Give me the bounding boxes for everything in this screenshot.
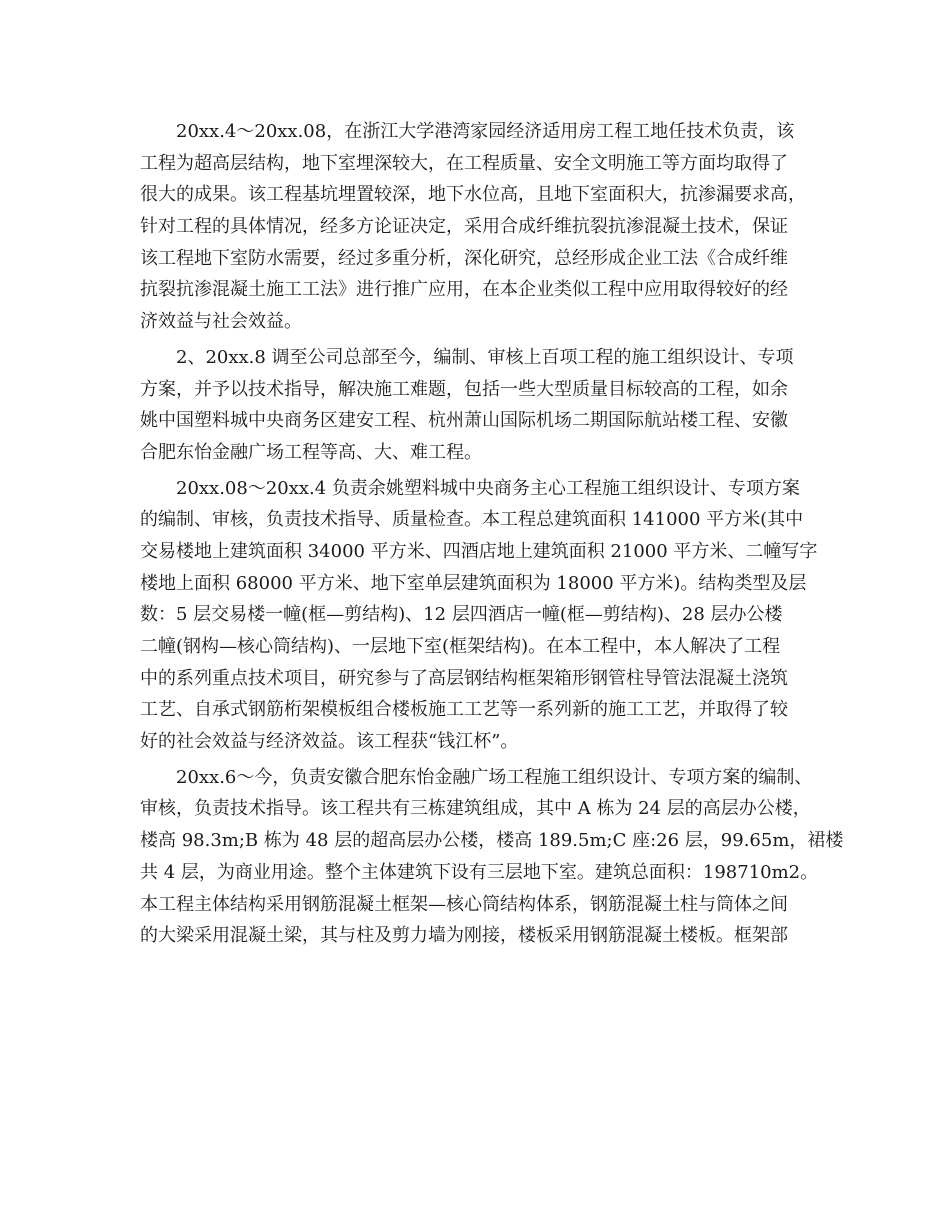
paragraph-4 (140, 762, 844, 952)
text-line: 数：5 层交易楼一幢(框—剪结构)、12 层四酒店一幢(框—剪结构)、28 层办公楼 (140, 604, 783, 626)
text-line: 抗裂抗渗混凝土施工工法》进行推广应用，在本企业类似工程中应用取得较好的经 (140, 279, 788, 301)
text-line: 20xx.4～20xx.08，在浙江大学港湾家园经济适用房工程工地任技术负责，该 (176, 121, 795, 142)
text-line: 工艺、自承式钢筋桁架模板组合楼板施工工艺等一系列新的施工工艺，并取得了较 (140, 699, 788, 721)
paragraph-2 (140, 342, 830, 469)
paragraph-3 (140, 473, 830, 758)
text-line: 交易楼地上建筑面积 34000 平方米、四酒店地上建筑面积 21000 平方米、二幢写字 (140, 540, 818, 562)
paragraph-1 (140, 116, 830, 338)
text-line: 的编制、审核，负责技术指导、质量检查。本工程总建筑面积 141000 平方米(其中 (140, 509, 804, 531)
text-line: 楼地上面积 68000 平方米、地下室单层建筑面积为 18000 平方米)。结构类型及层 (140, 572, 807, 594)
text-line: 合肥东怡金融广场工程等高、大、难工程。 (140, 441, 482, 463)
document-body (140, 116, 844, 956)
text-line: 2、20xx.8 调至公司总部至今，编制、审核上百项工程的施工组织设计、专项 (176, 346, 794, 368)
text-line: 审核，负责技术指导。该工程共有三栋建筑组成，其中 A 栋为 24 层的高层办公楼， (140, 798, 811, 820)
text-line: 中的系列重点技术项目，研究参与了高层钢结构框架箱形钢管柱导管法混凝土浇筑 (140, 667, 788, 689)
text-line: 本工程主体结构采用钢筋混凝土框架—核心筒结构体系，钢筋混凝土柱与筒体之间 (140, 893, 788, 915)
text-line: 共 4 层，为商业用途。整个主体建筑下设有三层地下室。建筑总面积：198710m2。 (140, 861, 819, 883)
text-line: 针对工程的具体情况，经多方论证决定，采用合成纤维抗裂抗渗混凝土技术，保证 (140, 216, 788, 238)
text-line: 20xx.08～20xx.4 负责余姚塑料城中央商务主心工程施工组织设计、专项方案 (176, 477, 800, 499)
text-line: 方案，并予以技术指导，解决施工难题，包括一些大型质量目标较高的工程，如余 (140, 378, 788, 400)
text-line: 楼高 98.3m;B 栋为 48 层的超高层办公楼，楼高 189.5m;C 座:26 层，99.65m，裙楼 (140, 830, 844, 852)
text-line: 二幢(钢构—核心筒结构)、一层地下室(框架结构)。在本工程中，本人解决了工程 (140, 636, 781, 657)
text-line: 姚中国塑料城中央商务区建安工程、杭州萧山国际机场二期国际航站楼工程、安徽 (140, 410, 788, 432)
text-line: 该工程地下室防水需要，经过多重分析，深化研究，总经形成企业工法《合成纤维 (140, 247, 788, 269)
text-line: 工程为超高层结构，地下室埋深较大，在工程质量、安全文明施工等方面均取得了 (140, 152, 788, 174)
text-line: 的大梁采用混凝土梁，其与柱及剪力墙为刚接，楼板采用钢筋混凝土楼板。框架部 (140, 925, 788, 947)
text-line: 济效益与社会效益。 (140, 311, 302, 333)
text-line: 很大的成果。该工程基坑埋置较深，地下水位高，且地下室面积大，抗渗漏要求高， (140, 184, 806, 206)
text-line: 好的社会效益与经济效益。该工程获“钱江杯”。 (140, 731, 519, 753)
text-line: 20xx.6～今，负责安徽合肥东怡金融广场工程施工组织设计、专项方案的编制、 (176, 766, 813, 788)
